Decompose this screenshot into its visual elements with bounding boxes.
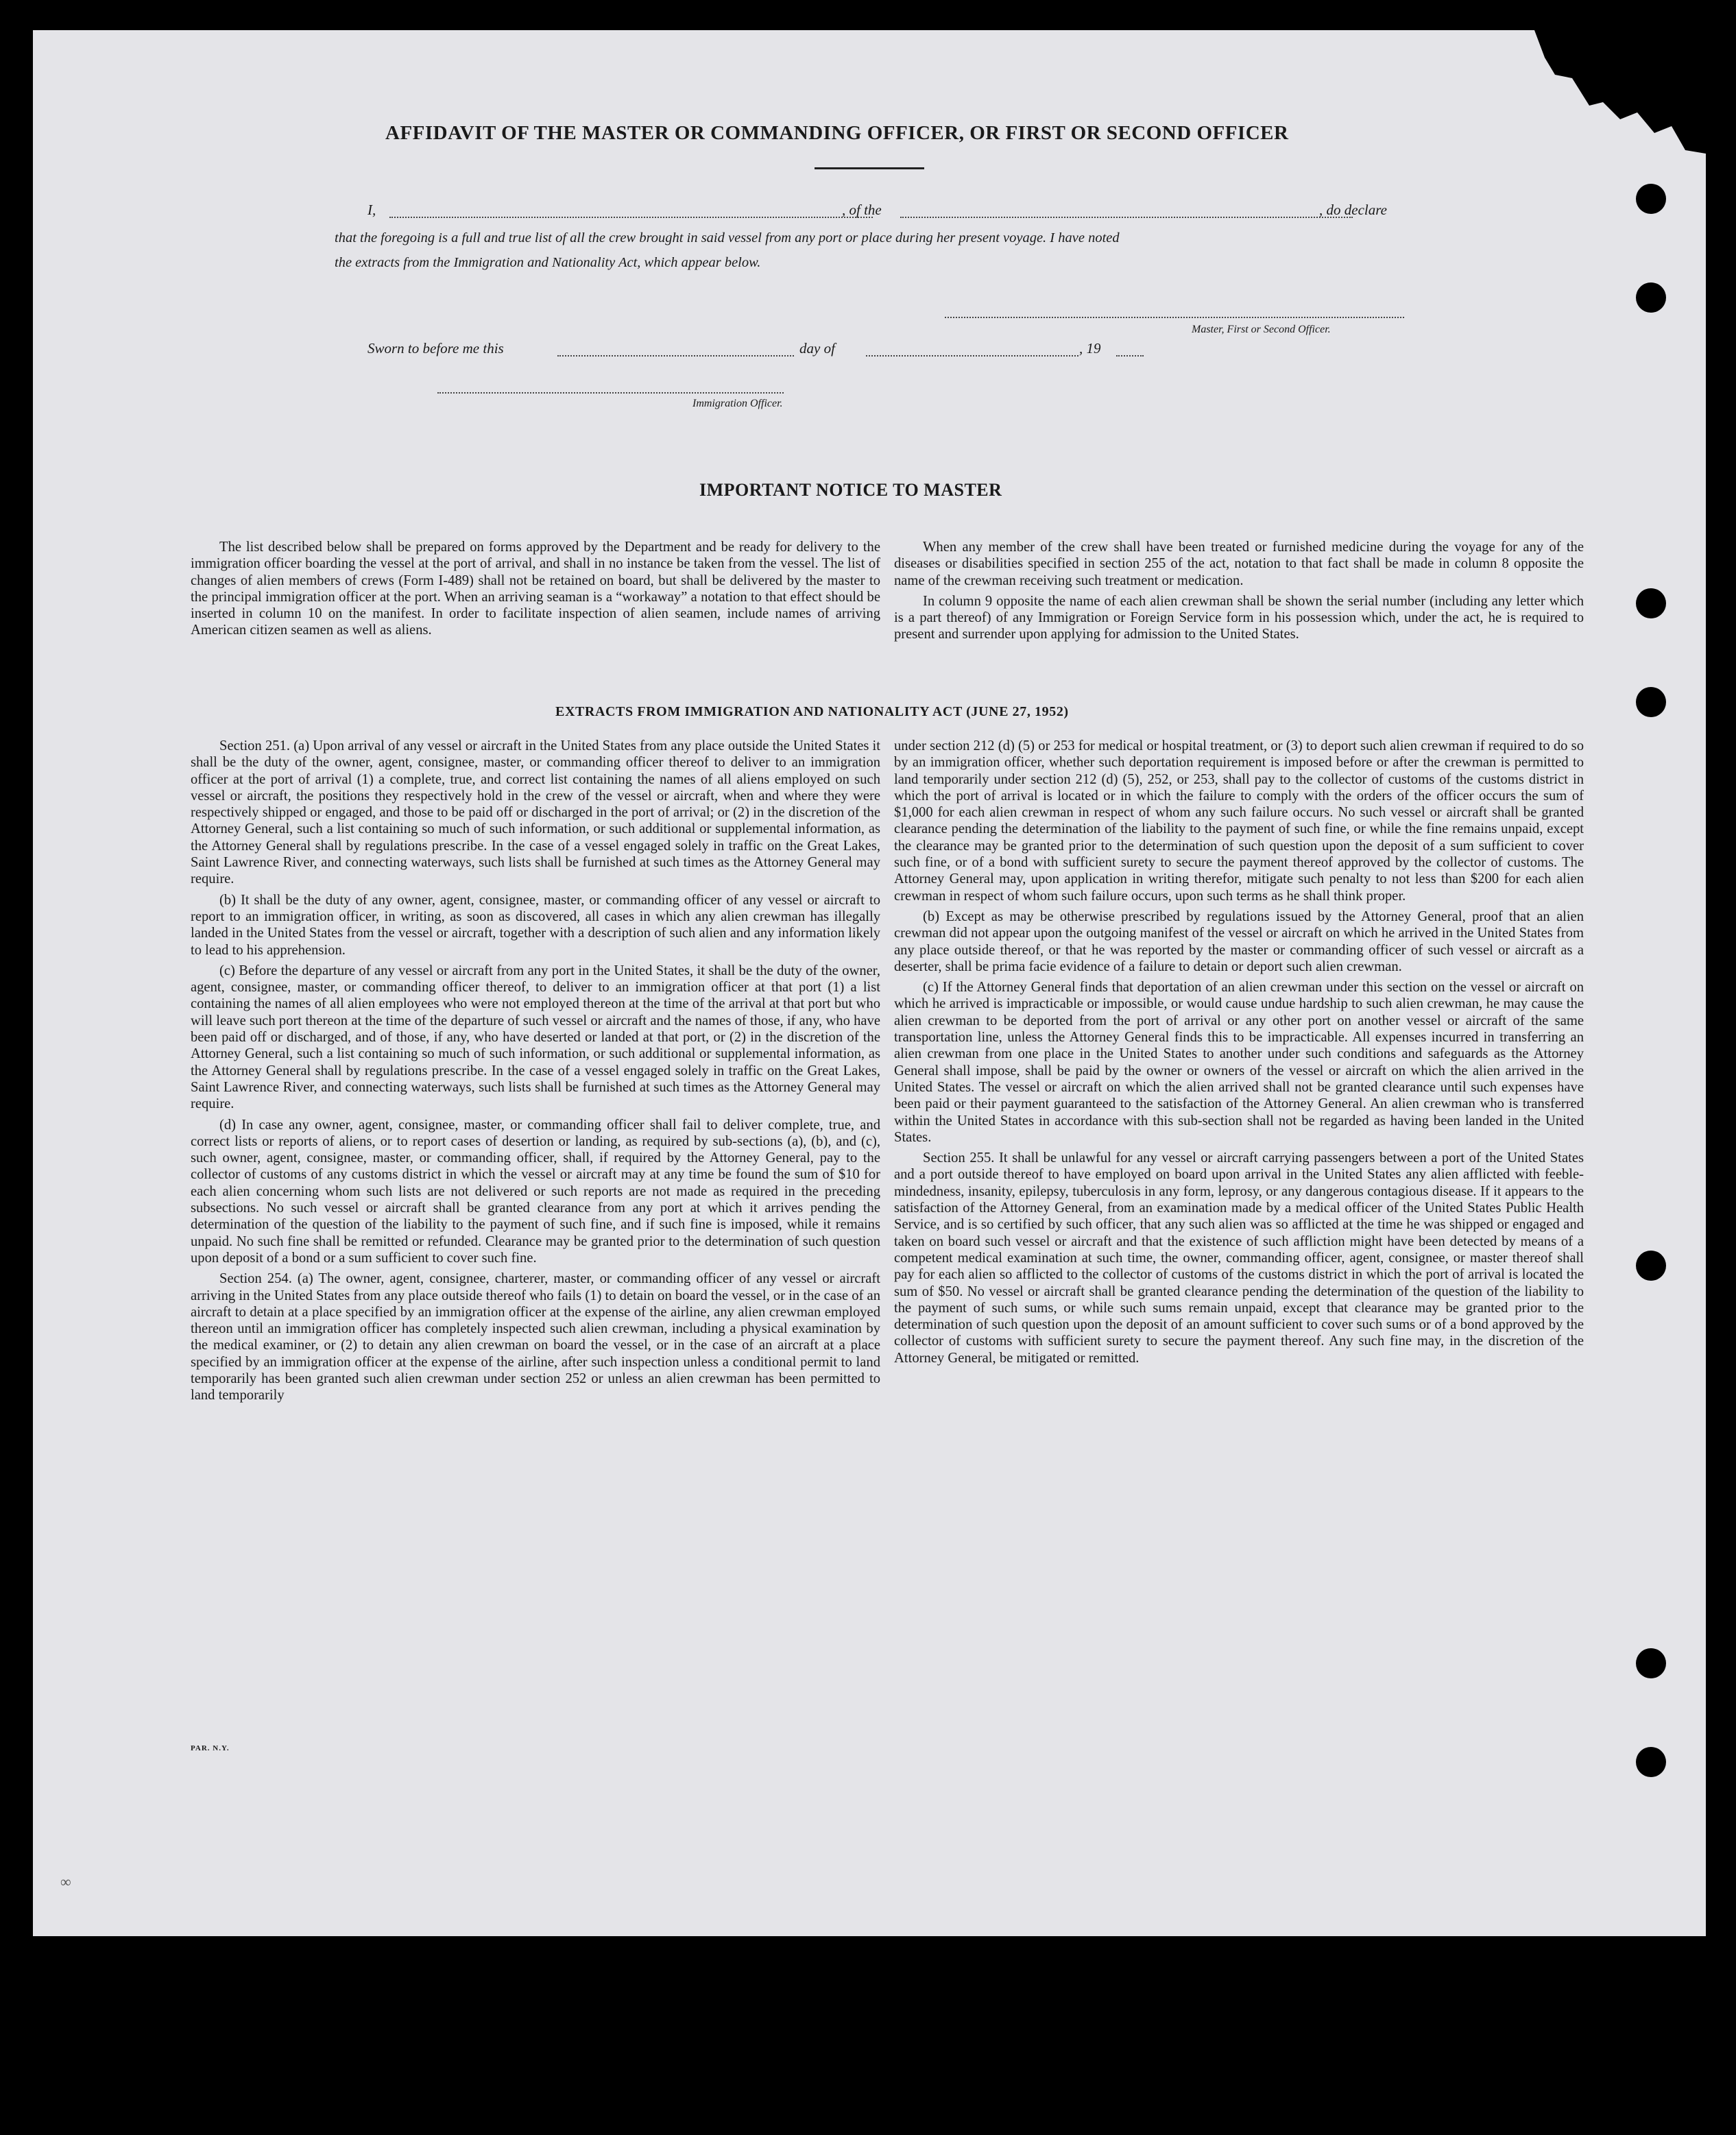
affidavit-declare: , do declare	[1319, 202, 1387, 218]
month-blank[interactable]	[866, 355, 1078, 357]
extract-254a: Section 254. (a) The owner, agent, consignee, charterer, master, or commanding officer of any vessel or aircraft arriving in the United States from any place outside thereof who fails (1) to detain on board the vessel, or in the case of an aircraft to detain at a place specified by an immigration officer at the expense of the airline, any alien crewman employed thereon until an immigration officer has completely inspected such alien crewman, including a physical examination by the medical examiner, or (2) to detain any alien crewman on board the vessel, or in the case of an aircraft at a place specified by an immigration officer at the expense of the airline, after such inspection unless a conditional permit to land temporarily has been granted such alien crewman under section 252 or unless an alien crewman has been permitted to land temporarily	[191, 1271, 880, 1403]
notice-title: IMPORTANT NOTICE TO MASTER	[699, 480, 1002, 500]
printer-mark: PAR. N.Y.	[191, 1744, 230, 1752]
officer-signature-line[interactable]	[437, 392, 784, 394]
notice-right-paragraph-1: When any member of the crew shall have been treated or furnished medicine during the voyage for any of the diseases or disabilities specified in section 255 of the act, notation to that fact shall be made in column 8 opposite the name of the crewman receiving such treatment or medication.	[894, 540, 1584, 588]
year-text: , 19	[1079, 340, 1101, 357]
year-blank[interactable]	[1116, 355, 1144, 357]
punch-hole	[1636, 1747, 1666, 1777]
officer-caption: Immigration Officer.	[692, 398, 783, 409]
master-signature-line[interactable]	[945, 317, 1404, 318]
extract-251c: (c) Before the departure of any vessel or aircraft from any port in the United States, it shall be the duty of the owner, agent, consignee, master, or commanding officer thereof, to deliver to an immigration officer at that port (1) a list containing the names of all alien employees who were not employed thereon at the time of the arrival at that port but who will leave such port thereon at the time of the departure of such vessel or aircraft and the names of those, if any, who have been paid off or discharged, and of those, if any, who have deserted or landed at that port, or (2) in the discretion of the Attorney General, such a list containing so much of such information, or such additional or supplemental information, as the Attorney General shall by regulations prescribe. In the case of a vessel engaged solely in traffic on the Great Lakes, Saint Lawrence River, and connecting waterways, such lists shall be furnished at such times as the Attorney General may require.	[191, 963, 880, 1112]
vessel-blank[interactable]	[900, 217, 1353, 218]
handwritten-mark: ∞	[60, 1873, 71, 1890]
punch-hole	[1636, 1648, 1666, 1678]
extract-251a: Section 251. (a) Upon arrival of any vessel or aircraft in the United States from any place outside the United States it shall be the duty of the owner, agent, consignee, master, or commanding officer thereof to deliver to an immigration officer at the port of arrival (1) a complete, true, and correct list containing the names of all aliens employed on such vessel or aircraft, the positions they respectively hold in the crew of the vessel or aircraft, when and where they were respectively shipped or engaged, and those to be paid off or discharged in the port of arrival; or (2) in the discretion of the Attorney General, such a list containing so much of such information, or such additional or supplemental information, as the Attorney General shall by regulations prescribe. In the case of a vessel engaged solely in traffic on the Great Lakes, Saint Lawrence River, and connecting waterways, such lists shall be furnished at such times as the Attorney General may require.	[191, 738, 880, 887]
punch-hole	[1636, 687, 1666, 717]
sworn-text: Sworn to before me this	[367, 340, 504, 357]
extract-251b: (b) It shall be the duty of any owner, agent, consignee, master, or commanding officer of any vessel or aircraft to report to an immigration officer, in writing, as soon as discovered, all cases in which any alien crewman has illegally landed in the United States from the vessel or aircraft, together with a description of such alien and any information likely to lead to his apprehension.	[191, 892, 880, 958]
notice-right-column	[894, 539, 1584, 647]
notice-left-paragraph: The list described below shall be prepared on forms approved by the Department and be ready for delivery to the immigration officer boarding the vessel at the port of arrival, and shall in no instance be taken from the vessel. The list of changes of alien members of crews (Form I-489) shall not be retained on board, but shall be delivered by the master to the principal immigration officer at the port. When an arriving seaman is a “workaway” a notation to that effect should be inserted in column 10 on the manifest. In order to facilitate inspection of alien seamen, include names of arriving American citizen seamen as well as aliens.	[191, 540, 880, 638]
extract-255: Section 255. It shall be unlawful for any vessel or aircraft carrying passengers between a port of the United States and a port outside thereof to have employed on board upon arrival in the United States any alien afflicted with feeble-mindedness, insanity, epilepsy, tuberculosis in any form, leprosy, or any dangerous contagious disease. If it appears to the satisfaction of the Attorney General, from an examination made by a medical officer of the United States Public Health Service, and is so certified by such officer, that any such alien was so afflicted at the time he was shipped or engaged and taken on board such vessel or aircraft and that the existence of such affliction might have been detected by means of a competent medical examination at such time, the owner, commanding officer, agent, consignee, or master thereof shall pay for each alien so afflicted to the collector of customs of the customs district in which the port of arrival is located the sum of $50. No vessel or aircraft shall be granted clearance pending the determination of the question of the liability to the payment of such sums, or while such sums remain unpaid, except that clearance may be granted prior to the determination of such question upon the deposit of an amount sufficient to cover such sums or of a bond approved by the collector of customs with sufficient surety to secure the payment thereof. Any such fine may, in the discretion of the Attorney General, be mitigated or remitted.	[894, 1150, 1584, 1366]
notice-left-column	[191, 539, 880, 643]
affidavit-title: AFFIDAVIT OF THE MASTER OR COMMANDING OFFICER, OR FIRST OR SECOND OFFICER	[385, 122, 1289, 144]
extracts-title: EXTRACTS FROM IMMIGRATION AND NATIONALITY ACT (JUNE 27, 1952)	[555, 704, 1069, 719]
extract-251d: (d) In case any owner, agent, consignee, master, or commanding officer shall fail to deliver complete, true, and correct lists or reports of aliens, or to report cases of desertion or landing, as required by sub-sections (a), (b), and (c), such owner, agent, consignee, master, or commanding officer, shall, if required by the Attorney General, pay to the collector of customs of any customs district in which the vessel or aircraft may at any time be found the sum of $10 for each alien concerning whom such lists are not delivered or such reports are not made as required in the preceding subsections. No such vessel or aircraft shall be granted clearance from any port at which it arrives pending the determination of the question of the liability to the payment of such fine, and if such fine is imposed, while it remains unpaid. No such fine shall be remitted or refunded. Clearance may be granted prior to the determination of such question upon deposit of a bond or a sum sufficient to cover such fine.	[191, 1117, 880, 1266]
torn-corner	[1507, 30, 1706, 154]
affidavit-line-3: the extracts from the Immigration and Nationality Act, which appear below.	[335, 255, 761, 270]
affidavit-line-2: that the foregoing is a full and true list of all the crew brought in said vessel from any port or place during her present voyage. I have noted	[335, 230, 1120, 245]
affidavit-i: I,	[367, 202, 376, 218]
punch-hole	[1636, 588, 1666, 618]
master-caption: Master, First or Second Officer.	[1192, 324, 1331, 335]
name-blank[interactable]	[389, 217, 873, 218]
affidavit-of-the: , of the	[842, 202, 882, 218]
extracts-right-column	[894, 738, 1584, 1371]
punch-hole	[1636, 1251, 1666, 1281]
document-page	[33, 30, 1706, 1936]
extract-254b: (b) Except as may be otherwise prescribed by regulations issued by the Attorney General, proof that an alien crewman did not appear upon the outgoing manifest of the vessel or aircraft on which he arrived in the United States from any place outside thereof, or that he was reported by the master or commanding officer of such vessel or aircraft as a deserter, shall be prima facie evidence of a failure to detain or deport such alien crewman.	[894, 908, 1584, 974]
day-of-text: day of	[799, 340, 835, 357]
extract-254c: (c) If the Attorney General finds that deportation of an alien crewman under this section on the vessel or aircraft on which he arrived is impracticable or impossible, or would cause undue hardship to such alien crewman, he may cause the alien crewman to be deported from the port of arrival or any other port on another vessel or aircraft of the same transportation line, unless the Attorney General finds this to be impracticable. All expenses incurred in transferring an alien crewman from one place in the United States to another under such conditions and safeguards as the Attorney General shall impose, shall be paid by the owner or owners of the vessel or aircraft on which the alien arrived in the United States. The vessel or aircraft on which the alien arrived shall not be granted clearance until such expenses have been paid or their payment guaranteed to the satisfaction of the Attorney General. An alien crewman who is transferred within the United States in accordance with this sub-section shall not be regarded as having been landed in the United States.	[894, 980, 1584, 1145]
sworn-day-blank[interactable]	[557, 355, 794, 357]
punch-hole	[1636, 184, 1666, 214]
title-underline	[815, 167, 924, 169]
notice-right-paragraph-2: In column 9 opposite the name of each alien crewman shall be shown the serial number (including any letter which is a part thereof) of any Immigration or Foreign Service form in his possession which, under the act, he is required to present and surrender upon applying for admission to the United States.	[894, 593, 1584, 642]
punch-hole	[1636, 282, 1666, 313]
extracts-left-column	[191, 738, 880, 1408]
extract-254a-continued: under section 212 (d) (5) or 253 for medical or hospital treatment, or (3) to deport such alien crewman if required to do so by an immigration officer, whether such deportation requirement is imposed before or after the crewman is permitted to land temporarily under section 212 (d) (5), 252, or 253, shall pay to the collector of customs of the customs district in which the port of arrival is located or in which the failure to comply with the orders of the officer occurs the sum of $1,000 for each alien crewman in respect of whom any such failure occurs. No such vessel or aircraft shall be granted clearance pending the determination of the liability to the payment of such fine, or while the fine remains unpaid, except the clearance may be granted prior to the determination of such question upon the deposit of a sum sufficient to cover such fine, or of a bond with sufficient surety to secure the payment thereof approved by the collector of customs. The Attorney General may, upon application in writing therefor, mitigate such penalty to not less than $200 for each alien crewman in respect of whom such failure occurs, upon such terms as he shall think proper.	[894, 738, 1584, 904]
